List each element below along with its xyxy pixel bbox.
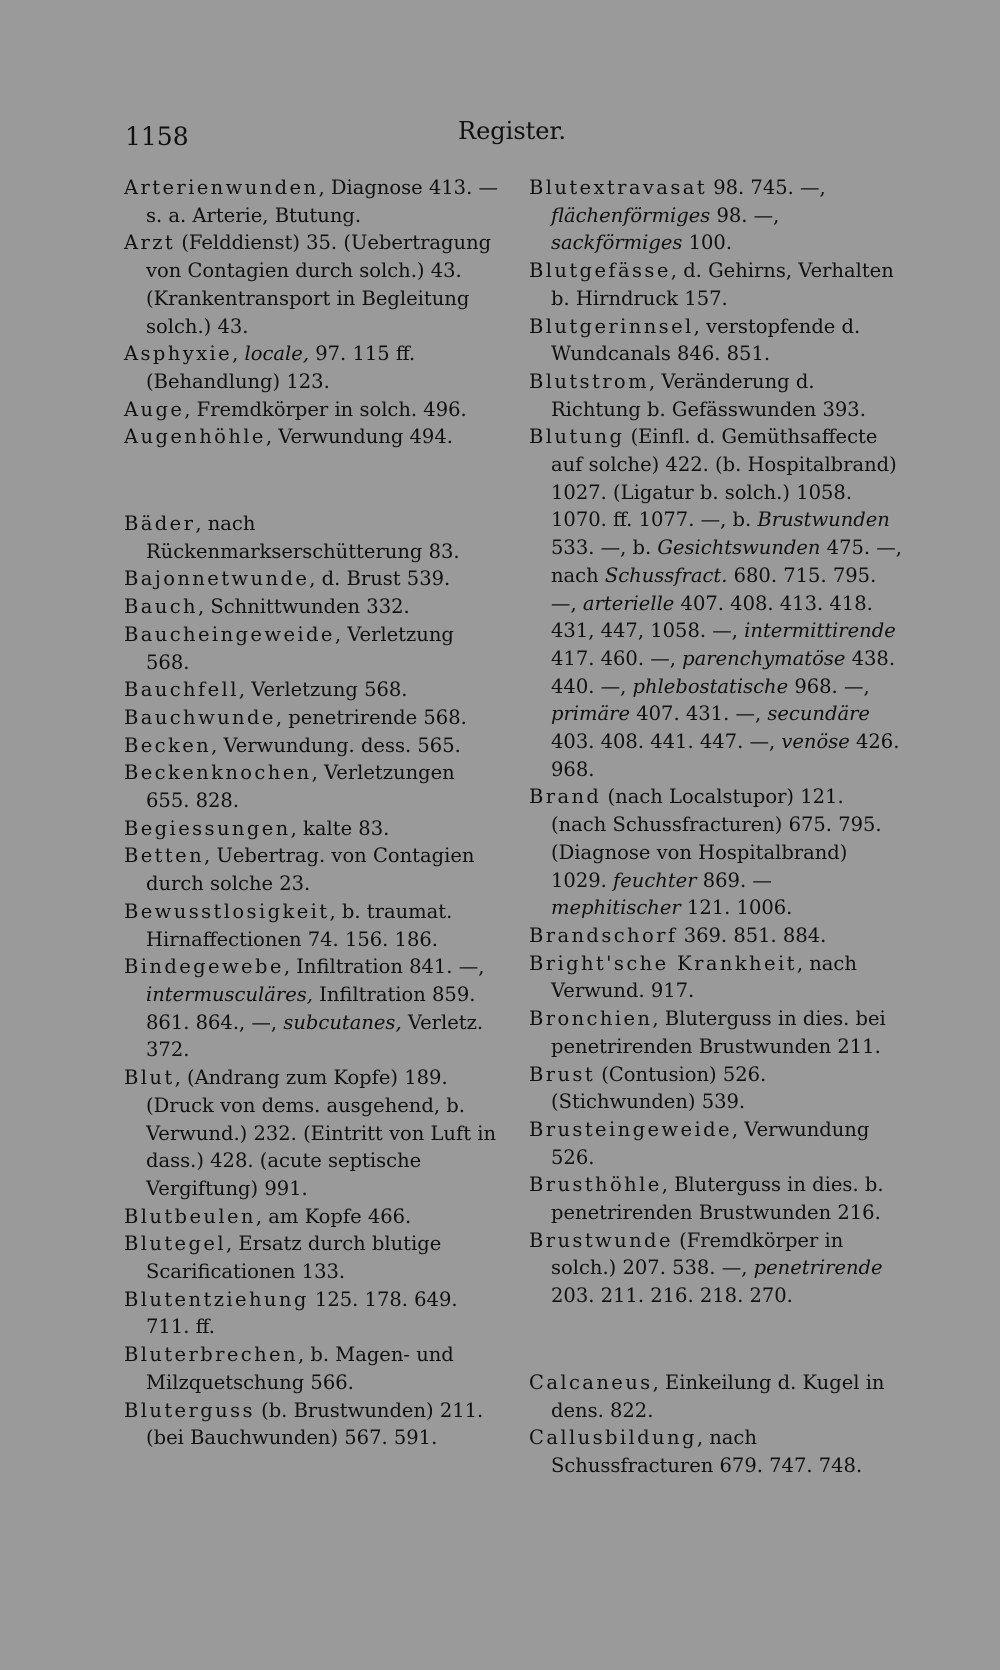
index-keyword: Bajonnetwunde <box>124 567 310 591</box>
index-subentry-italic: Gesichtswunden <box>657 536 821 560</box>
index-text: Verletz. 372. <box>146 1010 484 1062</box>
index-entry <box>124 565 499 593</box>
index-entry <box>124 704 499 732</box>
index-entry <box>124 815 499 843</box>
index-text: , Veränderung d. Richtung b. Gefässwunden 393. <box>551 369 866 421</box>
index-keyword: Blut <box>124 1066 175 1090</box>
index-entry <box>124 1286 499 1341</box>
index-keyword: Blutgerinnsel <box>529 314 694 338</box>
index-text: , am Kopfe 466. <box>255 1204 412 1228</box>
index-text: , kalte 83. <box>290 816 390 840</box>
index-text: , Fremdkörper in solch. 496. <box>184 397 467 421</box>
index-keyword: Bauch <box>124 595 198 619</box>
index-subentry-italic: secundäre <box>767 702 870 726</box>
index-keyword: Brustwunde <box>529 1228 673 1252</box>
index-keyword: Augenhöhle <box>124 425 266 449</box>
index-entry <box>124 842 499 897</box>
index-text: (Felddienst) 35. (Uebertragung von Contagien durch solch.) 43. (Krankentransport in Begleitung solch.) 43. <box>146 231 492 338</box>
index-entry <box>124 1230 499 1285</box>
index-keyword: Bluterguss <box>124 1398 255 1422</box>
index-text: , Diagnose 413. — s. a. Arterie, Btutung. <box>146 176 498 227</box>
index-subentry-italic: subcutanes, <box>283 1010 402 1034</box>
index-subentry-italic: mephitischer <box>551 896 681 920</box>
index-text: , Bluterguss in dies. b. penetrirenden Brustwunden 216. <box>551 1173 884 1225</box>
index-text: Infiltration 859. 861. 864., —, <box>146 982 476 1034</box>
index-entry <box>529 174 904 257</box>
index-keyword: Blutextravasat <box>529 176 707 199</box>
index-entry <box>124 621 499 676</box>
index-keyword: Baucheingeweide <box>124 622 335 646</box>
index-text: , Verletzung 568. <box>146 622 454 674</box>
index-text: 121. 1006. <box>680 896 793 920</box>
index-entry <box>124 898 499 953</box>
index-entry <box>124 732 499 760</box>
index-keyword: Calcaneus <box>529 1370 653 1394</box>
index-text: 403. 408. 441. 447. —, <box>551 730 782 754</box>
index-entry <box>124 676 499 704</box>
index-text: (Einfl. d. Gemüthsaffecte auf solche) 422. (b. Hospitalbrand) 1027. (Ligatur b. solch.) 1058. 1070. ff. 1077. —, b. <box>551 425 897 532</box>
index-entry <box>529 1061 904 1116</box>
index-text: , Uebertrag. von Contagien durch solche 23. <box>146 844 475 896</box>
index-keyword: Blutgefässe <box>529 259 671 283</box>
index-entry <box>529 368 904 423</box>
index-text: , nach Schussfracturen 679. 747. 748. <box>551 1426 863 1477</box>
left-column <box>124 174 499 1452</box>
index-subentry-italic: arterielle <box>582 591 675 615</box>
index-entry <box>124 1397 499 1452</box>
index-subentry-italic: feuchter <box>613 868 697 892</box>
index-entry <box>529 423 904 783</box>
index-keyword: Bauchfell <box>124 678 239 702</box>
index-entry <box>124 396 499 424</box>
index-keyword: Arterienwunden <box>124 176 319 199</box>
index-text: 417. 460. —, <box>551 646 683 670</box>
index-keyword: Bauchwunde <box>124 705 276 729</box>
index-keyword: Blutegel <box>124 1232 226 1256</box>
index-entry <box>529 1227 904 1310</box>
index-keyword: Betten <box>124 844 205 868</box>
page-number: 1158 <box>125 122 189 151</box>
index-text: , b. traumat. Hirnaffectionen 74. 156. 186. <box>146 899 453 951</box>
index-keyword: Bewusstlosigkeit <box>124 899 330 923</box>
index-entry <box>529 257 904 312</box>
index-text: , d. Brust 539. <box>309 567 451 591</box>
index-text: 533. —, b. <box>551 536 658 560</box>
index-text: , penetrirende 568. <box>275 705 467 729</box>
index-text: , Ersatz durch blutige Scarificationen 133. <box>146 1232 442 1284</box>
index-keyword: Blutbeulen <box>124 1204 256 1228</box>
index-subentry-italic: Schussfract. <box>604 563 728 587</box>
index-text: , Bluterguss in dies. bei penetrirenden Brustwunden 211. <box>551 1007 886 1058</box>
index-keyword: Blutung <box>529 425 625 449</box>
index-text: , nach Rückenmarkserschütterung 83. <box>146 512 460 563</box>
index-subentry-italic: primäre <box>551 702 631 726</box>
index-keyword: Becken <box>124 733 212 757</box>
index-keyword: Asphyxie <box>124 342 233 366</box>
index-keyword: Callusbildung <box>529 1426 697 1450</box>
index-text: 97. 115 ff. (Behandlung) 123. <box>146 342 416 393</box>
index-text: , d. Gehirns, Verhalten b. Hirndruck 157. <box>551 259 894 310</box>
index-text: , Einkeilung d. Kugel in dens. 822. <box>551 1370 885 1422</box>
index-text: , Infiltration 841. —, <box>283 955 485 979</box>
index-entry <box>124 423 499 451</box>
index-keyword: Bronchien <box>529 1007 653 1031</box>
index-text: 369. 851. 884. <box>677 923 827 947</box>
index-keyword: Begiessungen <box>124 816 291 840</box>
index-entry <box>124 1341 499 1396</box>
index-keyword: Brust <box>529 1062 596 1086</box>
index-entry <box>529 1171 904 1226</box>
index-subentry-italic: locale, <box>244 342 310 366</box>
index-entry <box>124 1203 499 1231</box>
index-text: , Verletzung 568. <box>238 678 408 702</box>
index-text: (Fremdkörper in solch.) 207. 538. —, <box>551 1228 844 1280</box>
index-text: , Verwundung 494. <box>265 425 453 449</box>
right-column <box>529 174 904 1480</box>
index-keyword: Blutentziehung <box>124 1287 309 1311</box>
index-text: 100. <box>682 231 733 255</box>
index-text: , Verwundung. dess. 565. <box>211 733 461 757</box>
index-text: 426. 968. <box>551 730 900 781</box>
index-subentry-italic: flächenförmiges <box>551 203 711 227</box>
index-text: , b. Magen- und Milzquetschung 566. <box>146 1343 454 1394</box>
index-entry <box>529 313 904 368</box>
index-text: 98. —, <box>710 203 780 227</box>
index-entry <box>529 783 904 922</box>
index-entry <box>529 1005 904 1060</box>
index-text: 869. — <box>696 868 772 892</box>
index-keyword: Brand <box>529 785 602 809</box>
index-text: (b. Brustwunden) 211. (bei Bauchwunden) 567. 591. <box>146 1398 484 1450</box>
index-text: 438. 440. —, <box>551 646 896 698</box>
index-text: 968. —, <box>788 674 870 698</box>
index-entry <box>124 510 499 565</box>
index-text: 407. 431. —, <box>630 702 768 726</box>
index-text: 407. 408. 413. 418. 431, 447, 1058. —, <box>551 591 873 643</box>
index-subentry-italic: intermittirende <box>744 619 896 643</box>
index-keyword: Brusteingeweide <box>529 1117 732 1141</box>
index-keyword: Bluterbrechen <box>124 1343 298 1367</box>
index-keyword: Bäder <box>124 512 196 536</box>
index-entry <box>124 1064 499 1203</box>
index-subentry-italic: Brustwunden <box>757 508 890 532</box>
index-keyword: Bright'sche Krankheit <box>529 951 797 975</box>
index-entry <box>124 229 499 340</box>
index-entry <box>529 950 904 1005</box>
index-entry <box>529 1116 904 1171</box>
index-subentry-italic: venöse <box>781 730 850 754</box>
index-text: , verstopfende d. Wundcanals 846. 851. <box>551 314 861 366</box>
index-subentry-italic: penetrirende <box>753 1256 883 1280</box>
index-keyword: Brandschorf <box>529 923 678 947</box>
index-entry <box>529 1369 904 1424</box>
index-text: 680. 715. 795. —, <box>551 563 877 615</box>
index-text: 125. 178. 649. 711. ff. <box>146 1287 458 1339</box>
index-text: 475. —, nach <box>551 536 902 587</box>
index-keyword: Bindegewebe <box>124 955 284 979</box>
index-text: (Contusion) 526. (Stichwunden) 539. <box>551 1062 767 1114</box>
running-head: Register. <box>458 117 566 145</box>
index-text: , Verwundung 526. <box>551 1117 870 1169</box>
index-entry <box>529 922 904 950</box>
index-subentry-italic: sackförmiges <box>551 231 683 255</box>
index-subentry-italic: intermusculäres, <box>146 982 313 1006</box>
index-keyword: Arzt <box>124 231 176 255</box>
index-text: , <box>232 342 245 366</box>
index-text: , (Andrang zum Kopfe) 189. (Druck von dems. ausgehend, b. Verwund.) 232. (Eintritt von Luft in dass.) 428. (acute septische Vergiftung) 991. <box>146 1066 497 1200</box>
index-text: , nach Verwund. 917. <box>551 951 857 1003</box>
index-entry <box>124 340 499 395</box>
index-keyword: Blutstrom <box>529 369 649 393</box>
index-text: 203. 211. 216. 218. 270. <box>551 1284 793 1308</box>
index-keyword: Auge <box>124 397 185 421</box>
index-entry <box>124 759 499 814</box>
index-text: , Schnittwunden 332. <box>198 595 410 619</box>
index-text: (nach Localstupor) 121. (nach Schussfracturen) 675. 795. (Diagnose von Hospitalbrand) 1029. <box>551 785 882 892</box>
index-text: 98. 745. —, <box>707 176 826 199</box>
index-text: , Verletzungen 655. 828. <box>146 761 455 813</box>
index-entry <box>124 174 499 229</box>
index-subentry-italic: parenchymatöse <box>682 646 846 670</box>
index-keyword: Brusthöhle <box>529 1173 662 1197</box>
index-subentry-italic: phlebostatische <box>632 674 789 698</box>
index-entry <box>529 1424 904 1479</box>
index-entry <box>124 953 499 1064</box>
index-keyword: Beckenknochen <box>124 761 312 785</box>
index-entry <box>124 593 499 621</box>
